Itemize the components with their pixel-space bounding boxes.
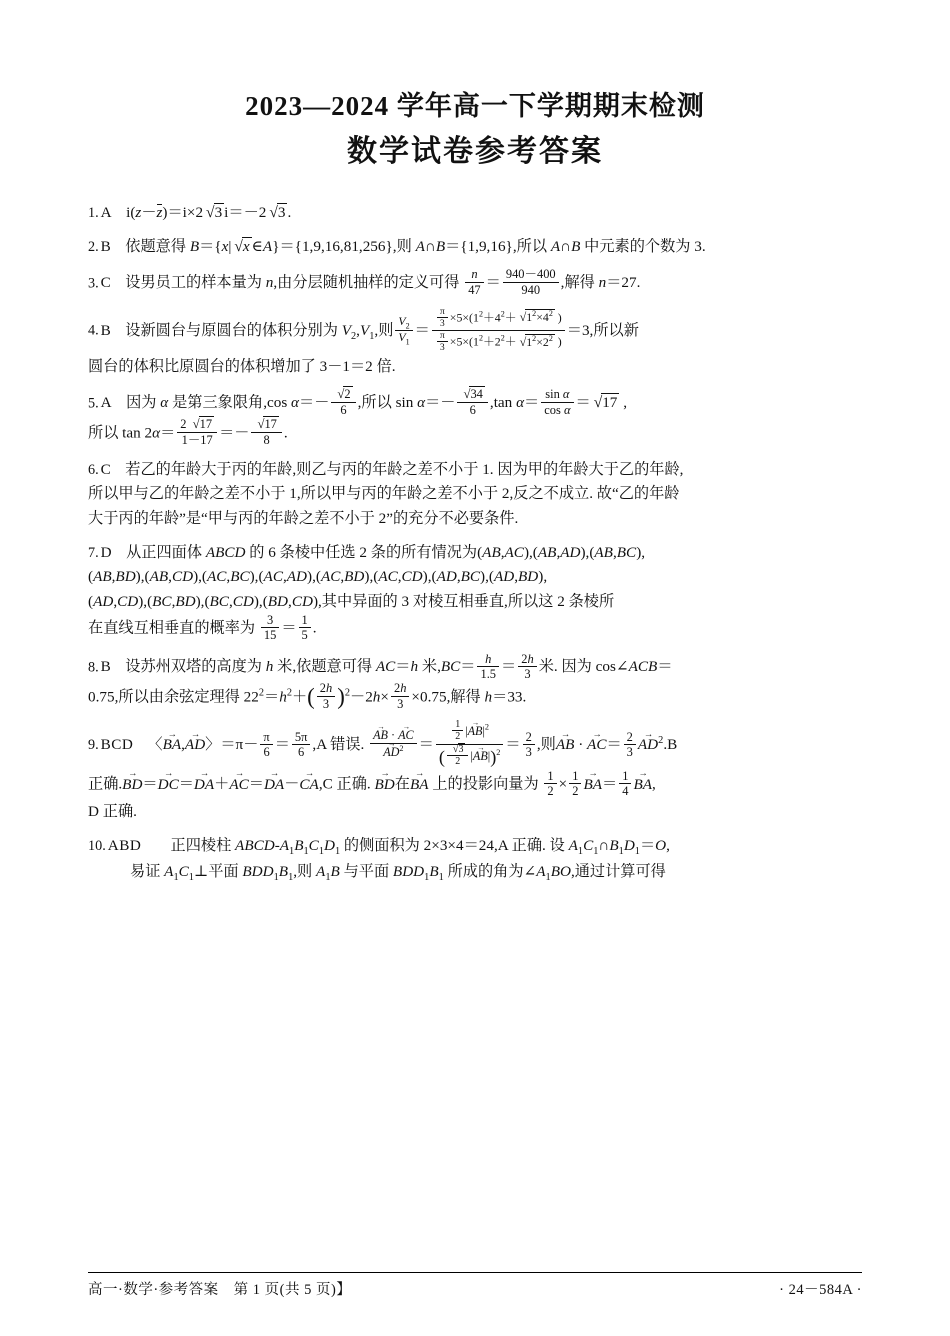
- answer-choice: D: [100, 543, 113, 561]
- answer-item-3: [88, 269, 862, 299]
- answers-body: [88, 200, 862, 888]
- answer-item-8: [88, 653, 862, 712]
- answer-choice: ABD: [107, 836, 142, 854]
- answer-number: 3.: [88, 275, 99, 292]
- page-title-line1: 2023—2024 学年高一下学期期末检测: [245, 91, 705, 121]
- answer-text: i(z－z)＝i×2 √3 i＝－2 √3 .: [126, 203, 292, 221]
- answer-text: 若乙的年龄大于丙的年龄,则乙与丙的年龄之差不小于 1. 因为甲的年龄大于乙的年龄,: [125, 460, 684, 478]
- answer-text: 因为 α 是第三象限角,cos α＝－ $\frac{√2}{6}$ ,所以 sin α＝－ $\frac{√34}{6}$ ,tan α＝ $\frac{\text{sin α}}{\text{cos α}}$ ＝ √17 ,: [126, 387, 627, 417]
- answer-text-cont: (AB,BD),(AB,CD),(AC,BC),(AC,AD),(AC,BD),(AC,CD),(AD,BC),(AD,BD),: [88, 568, 548, 586]
- answer-item-10: [88, 834, 862, 888]
- answer-text: 〈→ BA,→ AD〉＝π－ $\frac{\pi}{6}$ ＝ $\frac{5\pi}{6}$ ,A 错误. → AB · → AC → $AD^2$ ＝ $\frac{1}{2}$ |→ $AB|^2$ ( $\frac{√3}{2}$ |→ AB|)$^2$ ＝ $\frac{2}{3}$ ,则→ AB · → AC＝ $\frac{2}{3}$ → $AD^2.B$: [147, 736, 677, 753]
- footer-right-text: · 24－584A ·: [779, 1282, 862, 1298]
- answer-choice: A: [100, 394, 113, 412]
- answer-text: 从正四面体 ABCD 的 6 条棱中任选 2 条的所有情况为(AB,AC),(AB,AD),(AB,BC),: [126, 543, 646, 561]
- answer-number: 8.: [88, 659, 99, 676]
- answer-item-2: [88, 234, 862, 260]
- answer-text-cont: 所以 tan 2α＝ $\frac{2 √17}{1-17}$ ＝－ $\frac{√17}{8}$ .: [88, 417, 288, 447]
- answer-text-cont: 0.75,所以由余弦定理得 $22^2=h^2+$( $\frac{2h}{3}$ )$^2$－2h× $\frac{2h}{3}$ ×0.75,解得 h＝33.: [88, 681, 527, 711]
- answer-text-cont: 所以甲与乙的年龄之差不小于 1,所以甲与丙的年龄之差不小于 2,反之不成立. 故“乙的年龄: [88, 485, 680, 503]
- answer-text: 设苏州双塔的高度为 h 米,依题意可得 AC＝h 米,BC＝ $\frac{h}{1.5}$ ＝ $\frac{2h}{3}$ 米. 因为 cos∠ACB＝: [125, 651, 673, 681]
- answer-text-cont: (AD,CD),(BC,BD),(BC,CD),(BD,CD),其中异面的 3 对棱互相垂直,所以这 2 条棱所: [88, 592, 615, 610]
- answer-number: 6.: [88, 461, 99, 478]
- page-title-line2: 数学试卷参考答案: [347, 134, 603, 168]
- answer-text-cont: 在直线互相垂直的概率为 $\frac{3}{15}$ ＝ $\frac{1}{5}$ .: [88, 612, 317, 643]
- answer-choice: C: [100, 274, 112, 292]
- answer-number: 5.: [88, 395, 99, 412]
- answer-number: 2.: [88, 239, 99, 256]
- answer-text-cont: 圆台的体积比原圆台的体积增加了 3－1＝2 倍.: [88, 358, 396, 376]
- answer-choice: BCD: [100, 736, 134, 754]
- answer-number: 7.: [88, 544, 99, 561]
- answer-item-7: [88, 541, 862, 645]
- answer-number: 9.: [88, 737, 99, 754]
- answer-text: 设新圆台与原圆台的体积分别为 $V_2,V_1$,则 $\frac{V_2}{V_1}$ ＝ $\frac{\pi}{3}$ $\times 5\times(1^2+4^2+ √1^2\times 4^2$ ) $\frac{\pi}{3}$ $\times 5\times(1^2+2^2+ √1^2\times 2^2$ ) ＝3,所以新: [125, 305, 639, 354]
- answer-number: 10.: [88, 837, 106, 854]
- answer-text: 设男员工的样本量为 n,由分层随机抽样的定义可得 $\frac{n}{47}$ ＝ $\frac{940-400}{940}$ ,解得 n＝27.: [125, 267, 641, 297]
- footer-divider: [88, 1272, 862, 1273]
- answer-choice: A: [100, 203, 113, 221]
- answer-text-cont: 易证 $A_1C_1\perp$平面 $BDD_1B_1$,则 $A_1B$ 与平面 $BDD_1B_1$ 所成的角为$\angle A_1BO$,通过计算可得: [130, 863, 666, 884]
- answer-item-4: [88, 307, 862, 379]
- answer-text-cont: D 正确.: [88, 803, 137, 821]
- answer-text: 正四棱柱 ABCD-$A_1B_1C_1D_1$ 的侧面积为 2×3×4＝24,A 正确. 设 $A_1C_1\cap B_1D_1=O$,: [155, 836, 670, 857]
- answer-number: 1.: [88, 204, 99, 221]
- answer-choice: B: [100, 658, 112, 676]
- answer-item-6: [88, 458, 862, 532]
- document-title-block: [88, 0, 862, 174]
- answer-number: 4.: [88, 322, 99, 339]
- answer-text-cont: 大于丙的年龄”是“甲与丙的年龄之差不小于 2”的充分不必要条件.: [88, 509, 519, 527]
- answer-item-9: [88, 718, 862, 824]
- answer-item-1: [88, 200, 862, 226]
- page-footer: [0, 1272, 950, 1302]
- answer-choice: C: [100, 460, 112, 478]
- footer-left-text: 高一·数学·参考答案 第 1 页(共 5 页)】: [88, 1282, 352, 1298]
- answer-choice: B: [100, 321, 112, 339]
- answer-item-5: [88, 389, 862, 449]
- answer-choice: B: [100, 238, 112, 256]
- answer-text: 依题意得 B＝{x| √x ∈A}＝{1,9,16,81,256},则 A∩B＝{1,9,16},所以 A∩B 中元素的个数为 3.: [125, 238, 706, 256]
- answer-text-cont: 正确.→ BD＝→ DC＝→ DA＋→ AC＝→ DA－→ CA,C 正确. → BD在→ BA 上的投影向量为 $\frac{1}{2}$ × $\frac{1}{2}$ → BA＝ $\frac{1}{4}$ → BA,: [88, 770, 862, 800]
